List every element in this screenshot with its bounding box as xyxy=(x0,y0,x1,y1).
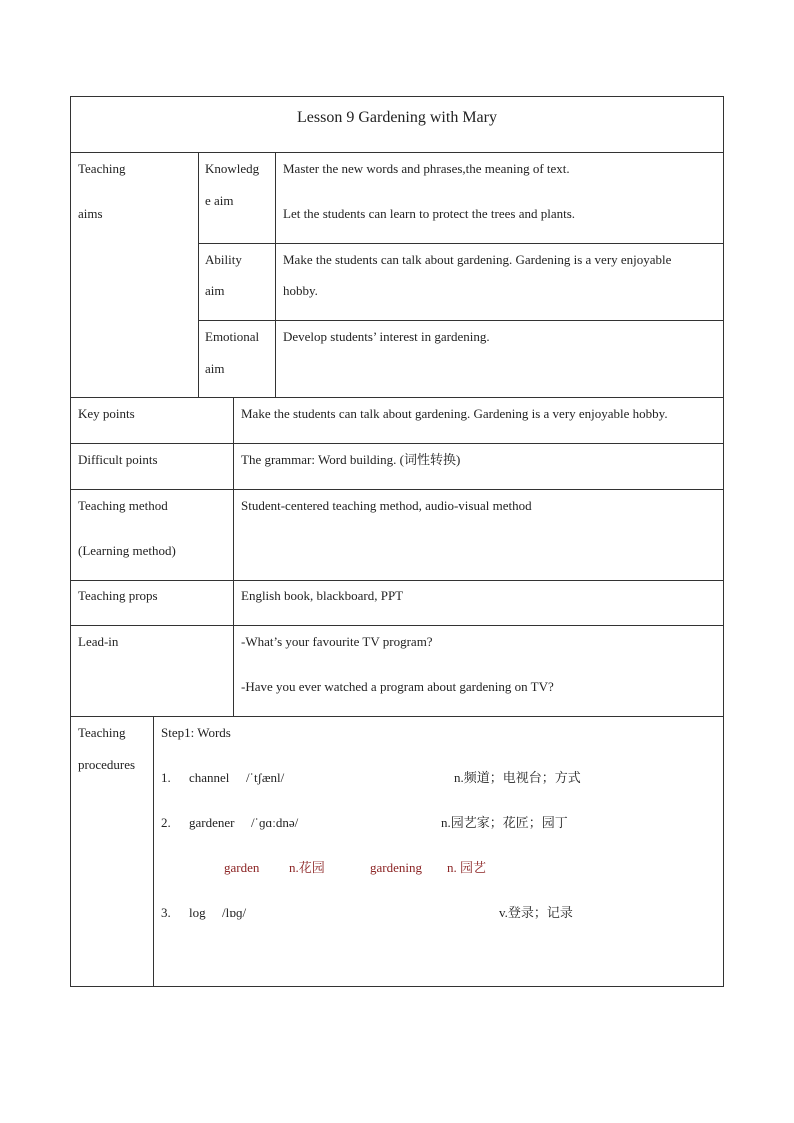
teaching-props-label: Teaching props xyxy=(78,588,158,603)
teaching-method-text: Student-centered teaching method, audio-visual method xyxy=(241,498,532,513)
word-number: 3. xyxy=(161,905,171,920)
teaching-props-text: English book, blackboard, PPT xyxy=(241,588,404,603)
knowledge-aim-label-2: e aim xyxy=(205,193,234,208)
ability-aim-label-2: aim xyxy=(205,283,225,298)
word-phonetic: /ˈtʃænl/ xyxy=(246,770,285,785)
teaching-method-label: Teaching method xyxy=(78,498,168,513)
related-meaning-gardening: n. 园艺 xyxy=(447,860,487,875)
difficult-points-text: The grammar: Word building. (词性转换) xyxy=(241,452,461,467)
difficult-points-label: Difficult points xyxy=(78,452,158,467)
learning-method-label: (Learning method) xyxy=(78,543,176,558)
ability-aim-text: Make the students can talk about gardening. Gardening is a very enjoyable xyxy=(283,252,672,267)
related-word-gardening: gardening xyxy=(370,860,422,875)
word-term: log xyxy=(189,905,206,920)
lead-in-question-1: -What’s your favourite TV program? xyxy=(241,634,433,649)
word-number: 2. xyxy=(161,815,171,830)
related-meaning-garden: n.花园 xyxy=(289,860,325,875)
word-meaning: v.登录；记录 xyxy=(499,905,573,920)
emotional-aim-label: Emotional xyxy=(205,329,260,344)
lesson-title: Lesson 9 Gardening with Mary xyxy=(297,109,497,126)
emotional-aim-label-2: aim xyxy=(205,361,225,376)
key-points-text: Make the students can talk about gardening. Gardening is a very enjoyable hobby. xyxy=(241,406,668,421)
ability-aim-label: Ability xyxy=(205,252,242,267)
word-term: gardener xyxy=(189,815,235,830)
knowledge-aim-label: Knowledg xyxy=(205,161,260,176)
word-term: channel xyxy=(189,770,230,785)
emotional-aim-text: Develop students’ interest in gardening. xyxy=(283,329,490,344)
key-points-label: Key points xyxy=(78,406,135,421)
word-meaning: n.园艺家；花匠；园丁 xyxy=(441,815,568,830)
procedures-label-2: procedures xyxy=(78,757,136,772)
lead-in-label: Lead-in xyxy=(78,634,119,649)
knowledge-aim-text: Master the new words and phrases,the meaning of text. xyxy=(283,161,570,176)
word-number: 1. xyxy=(161,770,171,785)
knowledge-aim-text-2: Let the students can learn to protect the trees and plants. xyxy=(283,206,576,221)
teaching-aims-label-2: aims xyxy=(78,206,103,221)
step-heading: Step1: Words xyxy=(161,725,231,740)
related-word-garden: garden xyxy=(224,860,260,875)
ability-aim-text-2: hobby. xyxy=(283,283,318,298)
word-phonetic: /ˈɡɑːdnə/ xyxy=(251,815,299,830)
teaching-aims-label: Teaching xyxy=(78,161,126,176)
word-phonetic: /lɒɡ/ xyxy=(222,905,247,920)
procedures-label: Teaching xyxy=(78,725,126,740)
lead-in-question-2: -Have you ever watched a program about gardening on TV? xyxy=(241,679,554,694)
word-meaning: n.频道；电视台；方式 xyxy=(454,770,581,785)
